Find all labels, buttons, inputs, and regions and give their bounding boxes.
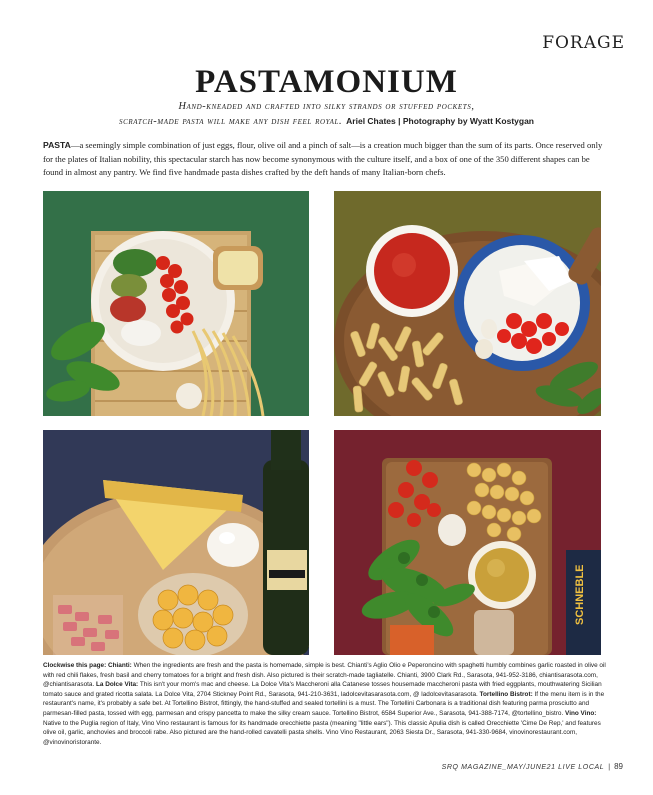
dek-line-2-text: scratch-made pasta will make any dish feel royal. bbox=[119, 116, 343, 127]
caption-lead: Clockwise this page: bbox=[43, 662, 107, 669]
intro-lead: PASTA bbox=[43, 140, 71, 150]
caption-tortellino-label: Tortellino Bistrot: bbox=[479, 690, 533, 698]
photo-vino-vino bbox=[334, 430, 601, 655]
photo-chianti bbox=[43, 191, 309, 416]
photo-la-dolce-vita bbox=[334, 191, 601, 416]
page-number: 89 bbox=[614, 762, 623, 771]
caption-dolce-label: La Dolce Vita: bbox=[96, 681, 139, 689]
photo-caption bbox=[43, 661, 611, 747]
intro-text: —a seemingly simple combination of just eggs, flour, olive oil and a pinch of salt—is a creation much bigger than the sum of its parts. Once reserved only for the plates of Italian nobility, this spectacular starch has now become synonymous with the culture itself, and a box of one of the 350 different shapes can be found in almost any pantry. We find five handmade pasta dishes crafted by the deft hands of many Italian-born chefs. bbox=[43, 140, 603, 177]
photo-tortellino-bistrot bbox=[43, 430, 309, 655]
dek-line-2 bbox=[30, 114, 623, 129]
footer-divider: | bbox=[608, 764, 611, 771]
dek-line-1: Hand-kneaded and crafted into silky strands or stuffed pockets, bbox=[178, 101, 475, 112]
article-title: PASTAMONIUM bbox=[195, 64, 458, 100]
article-dek bbox=[30, 99, 623, 129]
caption-dolce-text: This isn't your mom's mac and cheese. La Dolce Vita's Maccheroni alla Catanese tosses housemade maccheroni pasta with fried eggplants, mouthwatering Sicilian tomato sauce and grated ricotta salata. La Dolce Vita, 2704 Stickney Point Rd., Sarasota, 941-210-3631, ladolcevitasarasota.com, @ ladolcevitasarasota. bbox=[43, 681, 602, 698]
caption-vino-text: Native to the Puglia region of Italy, Vino Vino restaurant is famous for its handmade orecchiette pasta (meaning "little ears"). This classic Apulia dish is called Orecchiette 'Cime De Rep,' and features olive oil, garlic, anchovies and broccoli rabe. Also pictured are the hand-rolled cavatelli pasta shells. Vino Vino Restaurant, 2063 Siesta Dr., Sarasota, 941-330-9684, vinovinorestaurant.com, @vinovinoristorante. bbox=[43, 719, 601, 746]
byline: Ariel Chates | Photography by Wyatt Kostygan bbox=[346, 116, 534, 126]
intro-paragraph bbox=[43, 139, 611, 180]
caption-chianti-label: Chianti: bbox=[108, 662, 132, 669]
caption-vino-label: Vino Vino: bbox=[565, 709, 597, 717]
page-footer bbox=[442, 762, 623, 771]
caption-chianti-text: When the ingredients are fresh and the pasta is homemade, simple is best. Chianti's Aglio Olio e Peperoncino with spaghetti humbly combines garlic roasted in olive oil with red chili flakes, fresh basil and cherry tomatoes for a bright and fresh dish. Also pictured is their scratch-made tagliatelle. Chianti, 3900 Clark Rd., Sarasota, 941-952-3186, chiantisarasota.com, @chiantisarasota. bbox=[43, 662, 606, 689]
section-tag: FORAGE bbox=[542, 33, 625, 53]
vino-jar-label: SCHNEBLE bbox=[574, 564, 586, 625]
footer-magazine: SRQ MAGAZINE_MAY/JUNE21 LIVE LOCAL bbox=[441, 764, 605, 771]
caption-tortellino-text: If the menu item is in the restaurant's name, it's probably a safe bet. At Tortellino Bistrot, fittingly, the hand-stuffed and sealed tortellini is a must. The Tortellini Carbonara is a traditional dish featuring parma prosciutto and parmesan-filled pasta, tossed with egg, parmesan and crispy pancetta to make the silky cream sauce. Tortellino Bistrot, 6584 Superior Ave., Sarasota, 941-388-7174, @tortellino_bistro. bbox=[43, 690, 605, 717]
